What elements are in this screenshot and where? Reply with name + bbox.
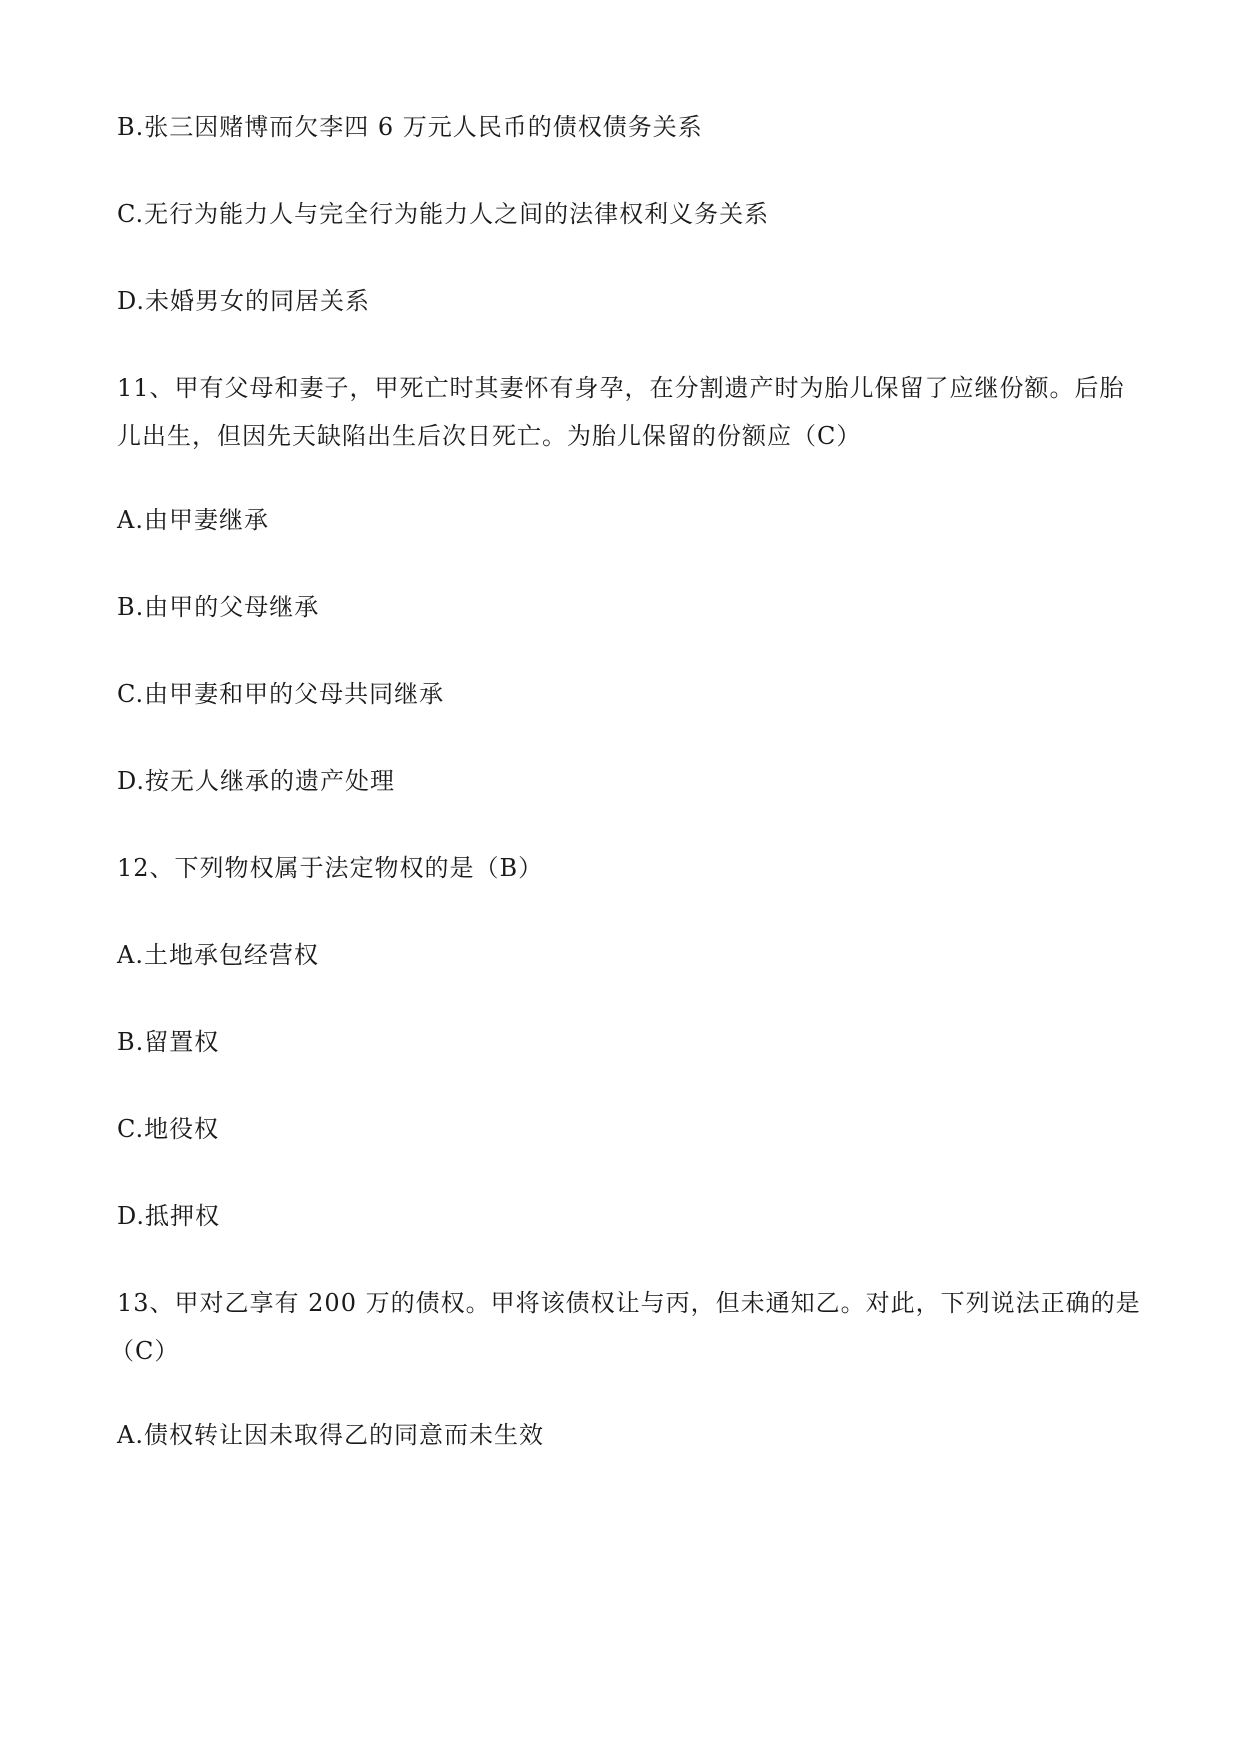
q11-option-d: D.按无人继承的遗产处理 xyxy=(117,767,396,795)
q10-option-d: D.未婚男女的同居关系 xyxy=(117,287,371,315)
q13-stem-line-2: （C） xyxy=(110,1337,180,1365)
q12-option-d: D.抵押权 xyxy=(117,1202,221,1230)
q11-option-b: B.由甲的父母继承 xyxy=(117,593,320,621)
q12-stem: 12、下列物权属于法定物权的是（B） xyxy=(117,854,544,882)
q11-stem-line-2: 儿出生，但因先天缺陷出生后次日死亡。为胎儿保留的份额应（C） xyxy=(117,422,862,450)
q10-option-c: C.无行为能力人与完全行为能力人之间的法律权利义务关系 xyxy=(117,200,770,228)
q13-stem-line-1: 13、甲对乙享有 200 万的债权。甲将该债权让与丙，但未通知乙。对此，下列说法正确的是 xyxy=(117,1289,1141,1317)
q11-option-a: A.由甲妻继承 xyxy=(117,506,269,534)
q12-option-a: A.土地承包经营权 xyxy=(117,941,319,969)
q12-option-b: B.留置权 xyxy=(117,1028,220,1056)
q10-option-b: B.张三因赌博而欠李四 6 万元人民币的债权债务关系 xyxy=(117,113,703,141)
q11-stem-line-1: 11、甲有父母和妻子，甲死亡时其妻怀有身孕，在分割遗产时为胎儿保留了应继份额。后胎 xyxy=(117,374,1125,402)
q12-option-c: C.地役权 xyxy=(117,1115,220,1143)
q13-option-a: A.债权转让因未取得乙的同意而未生效 xyxy=(117,1421,544,1449)
q11-option-c: C.由甲妻和甲的父母共同继承 xyxy=(117,680,445,708)
